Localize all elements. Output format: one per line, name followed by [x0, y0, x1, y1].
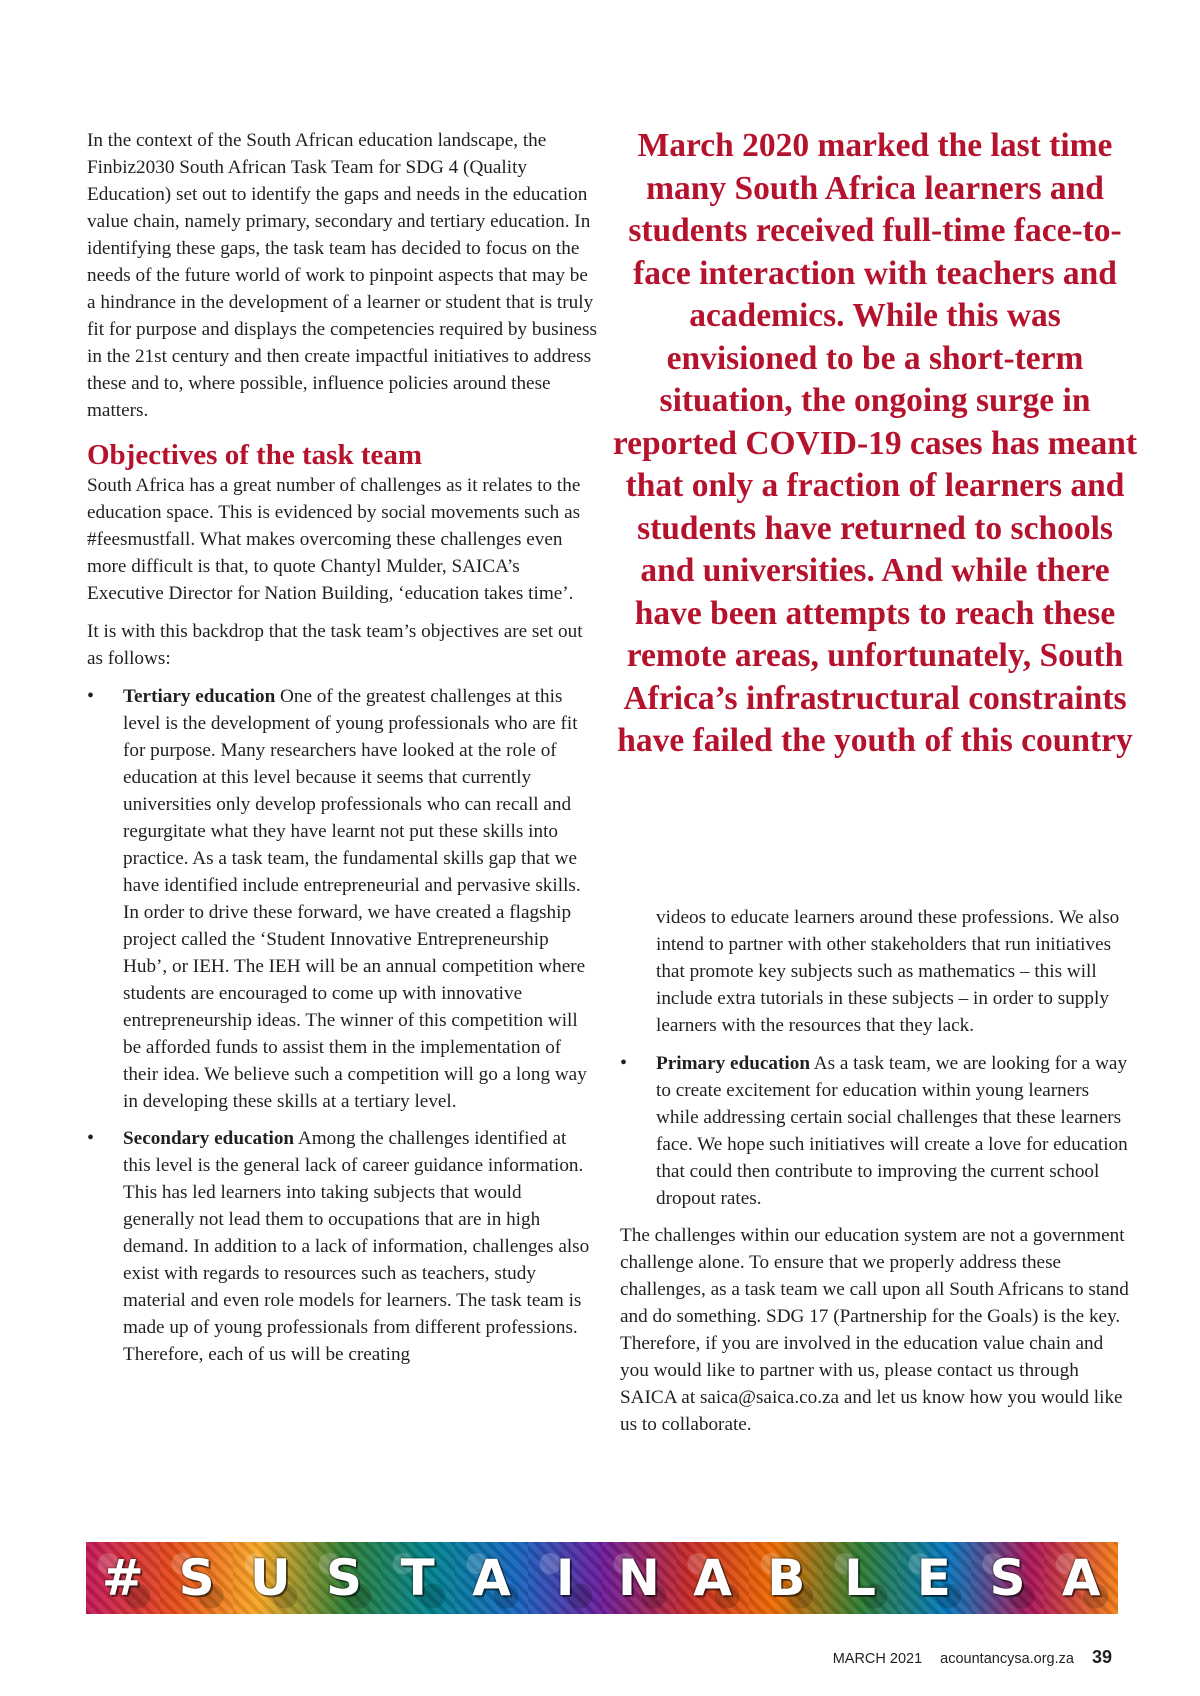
- banner-letter: I: [528, 1542, 602, 1614]
- objectives-list: [87, 683, 597, 1368]
- backdrop-paragraph: It is with this backdrop that the task team’s objectives are set out as follows:: [87, 621, 583, 669]
- tertiary-label: Tertiary education: [123, 686, 276, 707]
- objectives-list-continued: [620, 1050, 1130, 1212]
- banner-letter: N: [602, 1542, 676, 1614]
- primary-text: As a task team, we are looking for a way to create excitement for education within young learners while addressing certain social challenges that these learners face. We hope such initiatives will create a love for education that could then contribute to improving the current school dropout rates.: [656, 1053, 1128, 1209]
- banner-letter: U: [233, 1542, 307, 1614]
- issue-date: MARCH 2021: [832, 1651, 923, 1667]
- right-column: [620, 904, 1130, 1449]
- sustainablesa-banner: [86, 1542, 1118, 1614]
- banner-letter: A: [676, 1542, 750, 1614]
- tertiary-text: One of the greatest challenges at this level is the development of young professionals who are fit for purpose. Many researchers have looked at the role of education at this level because it seems that currently universities only develop professionals who can recall and regurgitate what they have learnt not put these skills into practice. As a task team, the fundamental skills gap that we have identified include entrepreneurial and pervasive skills. In order to drive these forward, we have created a flagship project called the ‘Student Innovative Entrepreneurship Hub’, or IEH. The IEH will be an annual competition where students are encouraged to come up with innovative entrepreneurship ideas. The winner of this competition will be afforded funds to assist them in the implementation of their idea. We believe such a competition will go a long way in developing these skills at a tertiary level.: [123, 686, 587, 1112]
- secondary-label: Secondary education: [123, 1128, 295, 1149]
- list-item-secondary: [87, 1125, 597, 1368]
- page-footer: [833, 1647, 1112, 1668]
- section-heading: Objectives of the task team: [87, 439, 423, 471]
- banner-letter: S: [971, 1542, 1045, 1614]
- primary-label: Primary education: [656, 1053, 811, 1074]
- banner-letter: L: [823, 1542, 897, 1614]
- secondary-continuation: videos to educate learners around these professions. We also intend to partner with other stakeholders that run initiatives that promote key subjects such as mathematics – this will include extra tutorials in these subjects – in order to supply learners with the resources that they lack.: [656, 907, 1120, 1036]
- list-item-tertiary: [87, 683, 597, 1115]
- banner-letter: S: [160, 1542, 234, 1614]
- left-column: [87, 127, 597, 1378]
- page-number: 39: [1091, 1647, 1112, 1667]
- banner-letter: E: [897, 1542, 971, 1614]
- pull-quote: March 2020 marked the last time many South Africa learners and students received full-time face-to-face interaction with teachers and academics. While this was envisioned to be a short-term situation, the ongoing surge in reported COVID-19 cases has meant that only a fraction of learners and students have returned to schools and universities. And while there have been attempts to reach these remote areas, unfortunately, South Africa’s infrastructural constraints have failed the youth of this country: [612, 127, 1138, 759]
- intro-paragraph: In the context of the South African education landscape, the Finbiz2030 South African Task Team for SDG 4 (Quality Education) set out to identify the gaps and needs in the education value chain, namely primary, secondary and tertiary education. In identifying these gaps, the task team has decided to focus on the needs of the future world of work to pinpoint aspects that may be a hindrance in the development of a learner or student that is truly fit for purpose and displays the competencies required by business in the 21st century and then create impactful initiatives to address these and to, where possible, influence policies around these matters.: [87, 130, 597, 421]
- banner-letter: A: [455, 1542, 529, 1614]
- banner-letter: A: [1044, 1542, 1118, 1614]
- closing-paragraph: The challenges within our education system are not a government challenge alone. To ensure that we properly address these challenges, as a task team we call upon all South Africans to stand and do something. SDG 17 (Partnership for the Goals) is the key. Therefore, if you are involved in the education value chain and you would like to partner with us, please contact us through SAICA at saica@saica.co.za and let us know how you would like us to collaborate.: [620, 1225, 1129, 1435]
- banner-letter: #: [86, 1542, 160, 1614]
- website-link[interactable]: acountancysa.org.za: [940, 1651, 1074, 1667]
- banner-letter: S: [307, 1542, 381, 1614]
- banner-letter: T: [381, 1542, 455, 1614]
- list-item-primary: [620, 1050, 1130, 1212]
- secondary-text: Among the challenges identified at this level is the general lack of career guidance information. This has led learners into taking subjects that would generally not lead them to occupations that are in high demand. In addition to a lack of information, challenges also exist with regards to resources such as teachers, study material and even role models for learners. The task team is made up of young professionals from different professions. Therefore, each of us will be creating: [123, 1128, 590, 1365]
- banner-letter: B: [749, 1542, 823, 1614]
- challenges-paragraph: South Africa has a great number of challenges as it relates to the education space. This is evidenced by social movements such as #feesmustfall. What makes overcoming these challenges even more difficult is that, to quote Chantyl Mulder, SAICA’s Executive Director for Nation Building, ‘education takes time’.: [87, 475, 581, 604]
